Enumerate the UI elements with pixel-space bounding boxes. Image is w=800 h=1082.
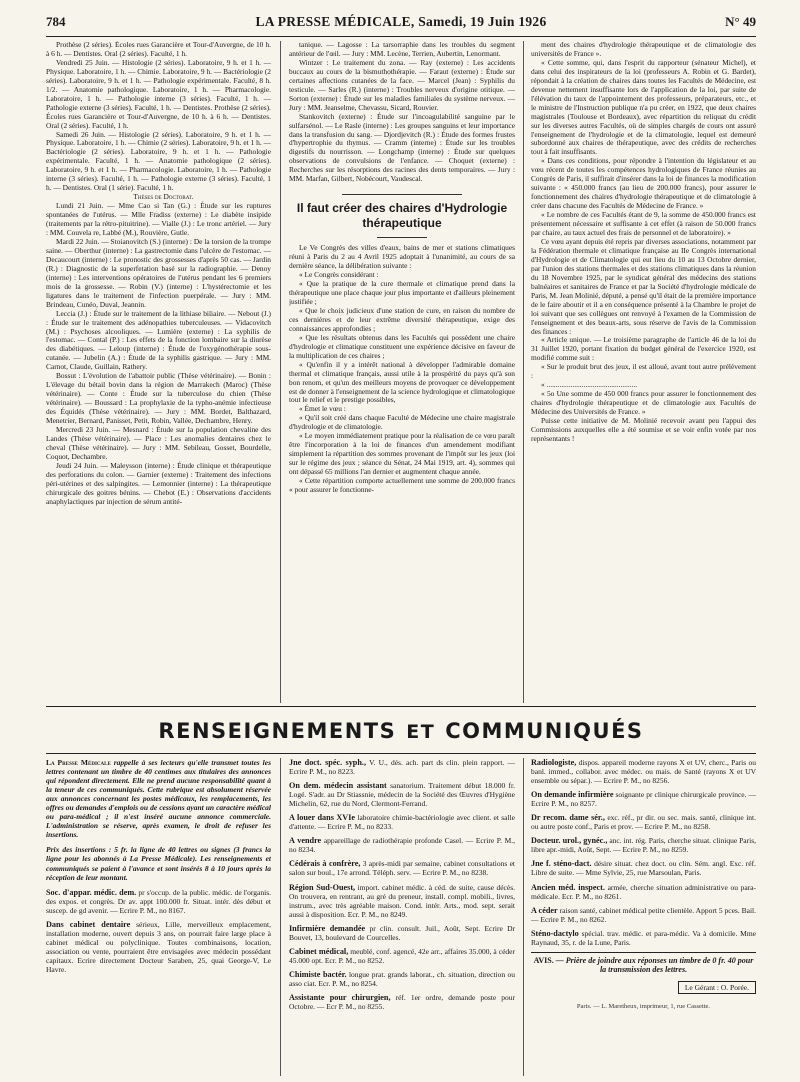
avis-notice — [531, 952, 756, 975]
ad-text: exc. réf., pr dir. ou sec. mais. santé, clinique int. ou autre poste conf., Paris et prov. — Ecrire P. M., no 8258. — [531, 813, 756, 832]
ads-notice — [46, 758, 271, 839]
classified-ad — [531, 790, 756, 808]
header-rule — [46, 36, 756, 37]
ad-keyword: Cabinet médical, — [289, 946, 349, 956]
issue-number: N° 49 — [725, 14, 756, 29]
article-paragraph: « Émet le vœu : — [299, 404, 346, 414]
ad-text: raison santé, cabinet médical petite clientèle. Apport 5 pces. Bail. — Ecrire P. M., no 8262. — [531, 905, 756, 924]
article-paragraph: Puisse cette initiative de M. Molinié recevoir avant peu l'appui des Commissions auxquelles elle a été soumise et se voir enfin votée par nos représentants ! — [531, 416, 756, 443]
column-divider — [280, 758, 281, 1076]
ad-keyword: Jne doct. spéc. syph., — [289, 758, 366, 767]
ads-list-1 — [46, 888, 271, 974]
classified-ad — [531, 836, 756, 854]
ad-keyword: Infirmière demandée — [289, 923, 366, 933]
ad-keyword: Dr recom. dame sér., — [531, 813, 605, 823]
ads-prices: Prix des insertions : 5 fr. la ligne de 40 lettres ou signes (3 francs la ligne pour les abonnés à La Presse Médicale). Les renseignements et communiqués se paient à l'avance et sont insérés 8 à 10 jours après la réception de leur montant. — [46, 845, 271, 882]
ad-text: dispos. appareil moderne rayons X et UV, cherc., Paris ou banl. immed., collabor. avec médec. ou mais. de Santé (rayons X et UV ensemble ou sépar.). — Ecrire P. M., no 8256. — [531, 758, 756, 786]
classified-ad — [289, 859, 515, 877]
gerant-line — [531, 981, 756, 994]
banner-title — [158, 719, 643, 743]
ad-text: longue prat. grands laborat., ch. situation, direction ou asso ciat. Ecr. P. M., no 8254. — [289, 969, 515, 988]
banner-word-communiques: COMMUNIQUÉS — [445, 719, 644, 743]
ads-list-3 — [531, 758, 756, 947]
classified-ad — [46, 920, 271, 974]
ad-keyword: A louer dans XVIe — [289, 813, 356, 823]
classified-ad — [531, 929, 756, 947]
article-title-rule — [377, 237, 427, 238]
classified-ad — [289, 993, 515, 1011]
ad-text: laboratoire chimie-bactériologie avec client. et salle d'attente. — Ecrire P. M., no 8233. — [289, 813, 515, 832]
thesis-paragraph: tanique. — Lagosse : La tarsorraphie dans les troubles du segment antérieur de l'œil. — Jury : MM. Lecène, Terrien, Aubertin, Lenormant. — [289, 41, 515, 58]
schedule-paragraph: Prothèse (2 séries). Écoles rues Garancière et Tour-d'Auvergne, de 10 h. à 6 h. — Dentistes. Oral (2 séries). Faculté, 1 h. — [46, 41, 271, 58]
classified-ad — [531, 883, 756, 901]
ad-keyword: Jne f. sténo-dact. — [531, 859, 592, 869]
ad-text: anc. int. rég. Paris, cherche situat. clinique Paris, libre apr.-midi, Août, Sept. — Ecrire P. M., no 8259. — [531, 836, 756, 855]
column-divider — [280, 41, 281, 703]
article-paragraph: « Cette somme, qui, dans l'esprit du rapporteur (sénateur Michel), et dans celui des inspirateurs de la loi (professeurs A. Robin et G. Bardet), répondait à la création de chaires dans toutes les Facultés de Médecine, est devenue nettement insuffisante lors de l'application de la loi, par suite de l'élévation du taux de l'appointement des professeurs, préparateurs, etc., et le ministre de l'Instruction publique n'a pu créer, en 1922, que deux chaires magistrales (Toulouse et Bordeaux), avec répartition du reliquat du crédit sur les diverses autres Facultés, où de simples chargés de cours ont assuré l'enseignement de l'hydrologie et de la climatologie, lequel est demeuré subordonné aux chaires de thérapeutique, avec des crédits de recherches tout à fait insuffisants. — [531, 57, 756, 157]
ad-text: import. cabinet médic. à céd. de suite, cause décès. On trouvera, en rentrant, au gré du preneur, install. compl. mobili., livres, instrum., avec très agréable maison. Cond. intér. Arts., mod. sept. serait aussi à disposition. Ecr. P. M., no 8249. — [289, 882, 515, 919]
ad-text: soignante pr clinique chirurgicale province. — Ecrire P. M., no 8257. — [531, 790, 756, 809]
exam-schedule-column — [46, 41, 271, 703]
section-rule — [46, 706, 756, 707]
article-paragraph: « Le moyen immédiatement pratique pour la réalisation de ce vœu paraît être l'incorporation à la loi de finances d'un amendement modifiant simplement la répartition des sommes provenant de l'impôt sur les jeux (loi sur le régime des jeux ; séance du Sénat, 24 Mai 1919, art. 4), sommes qui ont dépassé 65 millions l'an dernier et augmentent chaque année. — [289, 431, 515, 477]
ad-text: sérieux, Lille, merveilleux emplacement, installation moderne, ouvert depuis 3 ans, on pourrait faire large place à cabinet médical ou polyclinique. Toutes combinaisons, location, association ou vente, pourraient être envisagées avec médecin possédant capitaux. Ecrire directement Docteur Saraben, 25, quai George-V, Le Havre. — [46, 919, 271, 974]
article-paragraph: « Qu'enfin il y a intérêt national à développer l'admirable domaine thermal et climatique français, aussi utile à la prospérité du pays qu'à son bon renom, et qu'un des meilleurs moyens de provoquer ce développement est de donner à l'enseignement de la science hydrologique et climatologique tout le relief et le prestige possibles, — [289, 359, 515, 405]
ad-text: sanatorium. Traitement début 18.000 fr. Logé. S'adr. au Dr Stiassnie, médecin de la Société des Œuvres d'Hygiène Michelin, 62, rue du Nord, Clermont-Ferrand. — [289, 781, 515, 809]
ad-keyword: Cédérais à confrère, — [289, 859, 361, 869]
schedule-paragraph: Lundi 21 Juin. — Mme Cao si Tan (G.) : Étude sur les ruptures spontanées de l'utérus. — Mlle Fradiss (externe) : Le diabète insipide (traitements par la rétro-pituitrine). — Vialle (J.) : Le tronc artériel. — Jury : MM. Couvela re, Labbé (M.), Rouvière, Gutle. — [46, 201, 271, 238]
ad-keyword: Assistante pour chirurgien, — [289, 992, 391, 1002]
ad-text: pr clin. consult. Juil., Août, Sept. Ecrire Dr Bouvet, 13, boulevard de Courcelles. — [289, 923, 515, 942]
classified-ad — [289, 813, 515, 831]
gerant-name: Le Gérant : O. Porée. — [678, 981, 756, 994]
ad-keyword: Dans cabinet dentaire — [46, 919, 131, 929]
article-paragraph: « Que la pratique de la cure thermale et climatique prend dans la thérapeutique une place chaque jour plus importante et d'ailleurs pleinement justifiée ; — [289, 279, 515, 306]
page-number: 784 — [46, 14, 66, 29]
page-header — [46, 14, 756, 34]
ad-text: appareillage de radiothérapie profonde Casel. — Ecrire P. M., no 8234. — [289, 836, 515, 855]
article-paragraph: « Que les résultats obtenus dans les Facultés qui possèdent une chaire d'hydrologie et climatique constituent une expérience décisive en faveur de la multiplication de ces chaires ; — [289, 332, 515, 360]
schedule-paragraph: Mardi 22 Juin. — Stoianovitch (S.) (interne) : De la torsion de la trompe saine. — Oberthur (interne) : La gastrectomie dans l'ulcère de l'estomac. — Decaucourt (interne) : Le pronostic des grossesses d'après 50 cas. — Jardin (R.) : Diagnostic de la superfetation basé sur la radiographie. — Denoy (interne) : Les interventions opératoires de l'utérus pendant les 6 premiers mois de la grossesse. — Robin (V.) (interne) : L'hystérectomie et les ligatures dans le traitement de l'infection puerpérale. — Jury : MM. Brindeau, Cunéo, Duval, Jeannin. — [46, 236, 271, 309]
banner-rule — [46, 753, 756, 754]
theses-continued — [289, 41, 515, 184]
ad-text: 3 après-midi par semaine, cabinet consultations et salon sur boul., 17e arrond. Téléph. serv. — Ecrire P. M., no 8238. — [289, 859, 515, 878]
printer-imprint: Paris. — L. Maretheux, imprimeur, 1, rue Cassette. — [576, 1002, 711, 1010]
banner-word-et: ET — [406, 721, 436, 743]
ad-text: spécial. trav. médic. et para-médic. Va à domicile. Mme Raynaud, 35, r. de la Lune, Paris. — [531, 928, 756, 947]
article-title: Il faut créer des chaires d'Hydrologie thérapeutique — [296, 201, 508, 231]
article-paragraph: « Le nombre de ces Facultés étant de 9, la somme de 450.000 francs est présentement nécessaire et suffisante à cet effet (à raison de 50.000 francs par chaire, au taux actuel des frais de personnel et de laboratoire). » — [531, 210, 756, 238]
schedule-paragraph: Thèses de Doctorat. — [133, 192, 194, 202]
ad-text: meublé, conf. agencé, 42e arr., affaires 35.000, à céder 45.000 opt. Ecr. P. M., no 8252. — [289, 946, 515, 965]
article-paragraph: « Sur le produit brut des jeux, il est alloué, avant tout autre prélèvement : — [531, 362, 756, 381]
ad-keyword: Sténo-dactylo — [531, 928, 579, 938]
ad-keyword: A céder — [531, 905, 558, 915]
classified-ad — [289, 836, 515, 854]
schedule-paragraph: Leccia (J.) : Étude sur le traitement de la lithiase biliaire. — Nebout (J.) : Étude sur le traitement des adénopathies tuberculeuses. — Vidacovitch (M.) : Psychoses alcooliques. — Lumière (externe) : La syphilis de l'estomac. — Contal (P.) : Les effets de la fonction lombaire sur la diurèse des diabétiques. — Leloup (interne) : Étude de l'oxygénothérapie sous-cutanée. — Jubelin (A.) : Étude de la syphilis gastrique. — Jury : MM. Carnot, Claude, Guillain, Rathery. — [46, 308, 271, 372]
schedule-paragraph: Jeudi 24 Juin. — Maleysson (interne) : Étude clinique et thérapeutique des perforations du colon. — Garnier (externe) : Traitement des infections péri-utérines et des salpingites. — Lemonnier (interne) : La thérapeutique chirurgicale des goitres bénins. — Chebot (E.) : Observations d'accidents anaphylactiques par injection de sérum antité- — [46, 460, 271, 506]
schedule-paragraph: Bossut : L'évolution de l'abattoir public (Thèse vétérinaire). — Bonin : L'élevage du bétail bovin dans la région de Marrakech (Maroc) (Thèse vétérinaire). — Conte : Étude sur la tuberculose du chien (Thèse vétérinaire). — Boussard : La prophylaxie de la typho-anémie infectieuse des Équidés (Thèse vétérinaire). — Jury : MM. Bordet, Balthazard, Menetrier, Bernard, Panisset, Petit, Robin, Vallée, Dechambre, Henry. — [46, 371, 271, 426]
ad-text: réf. 1er ordre, demande poste pour Octobre. — Ecr P. M., no 8255. — [289, 992, 515, 1012]
ad-text: pr s'occup. de la public. médic. de l'organis. des expos. et congrès. Dr av. appt 100.000 fr. Situat. intér. dès début et suscep. de gd avenir. — Ecrire P. M., no 8167. — [46, 887, 271, 915]
schedule-paragraph: Samedi 26 Juin. — Histologie (2 séries). Laboratoire, 9 h. et 1 h. — Physique. Laboratoire, 1 h. — Chimie (2 séries). Laboratoire, 9 h. et 1 h. — Bactériologie (2 séries). Laboratoire, 9 h. et 1 h. — Pathologie expérimentale. Faculté, 1 h. — Anatomie pathologique (2 séries). Laboratoire, 9 h. et 1 h. — Pharmacologie. Laboratoire, 1 h. — Pathologie interne (3 séries). Faculté, 1 h. — Pathologie externe (3 séries). Faculté, 1 h. — Dentistes. Oral (1 série). Faculté, 1 h. — [46, 129, 271, 193]
article-body-continued — [531, 41, 756, 703]
banner-word-renseignements: RENSEIGNEMENTS — [158, 719, 397, 743]
article-paragraph: Le Ve Congrès des villes d'eaux, bains de mer et stations climatiques réuni à Paris du 2 au 4 Avril 1925 adoptait à l'unanimité, au cours de sa dernière séance, la délibération suivante : — [289, 243, 515, 271]
article-paragraph: « Cette répartition comporte actuellement une somme de 200.000 francs « pour assurer le fonctionne- — [289, 476, 515, 494]
notice-lead: La Presse Médicale — [46, 758, 111, 767]
ad-keyword: Soc. d'appar. médic. dem. — [46, 887, 137, 897]
classified-ad — [289, 883, 515, 919]
ad-text: V. U., dés. ach. part ds clin. plein rapport. — Ecrire P. M., no 8223. — [289, 758, 515, 777]
ads-column-2 — [289, 758, 515, 1076]
article-paragraph: « ................................................. — [541, 380, 638, 390]
ad-text: armée, cherche situation administrative ou para-médicale. Ecr. P. M., no 8261. — [531, 882, 756, 901]
middle-column — [289, 41, 515, 703]
avis-text: — Prière de joindre aux réponses un timbre de 0 fr. 40 pour la transmission des lettres. — [555, 955, 754, 975]
classified-ad — [289, 781, 515, 808]
classified-ad — [531, 813, 756, 831]
journal-title: LA PRESSE MÉDICALE, Samedi, 19 Juin 1926 — [255, 14, 547, 29]
ad-keyword: Région Sud-Ouest, — [289, 882, 356, 892]
ad-keyword: On demande infirmière — [531, 790, 614, 800]
section-banner — [46, 711, 756, 751]
column-divider — [523, 758, 524, 1076]
article-top-rule — [342, 194, 462, 195]
ads-column-1 — [46, 758, 271, 1076]
ad-keyword: Ancien méd. inspect. — [531, 882, 605, 892]
classified-ad — [46, 888, 271, 915]
classified-ad — [289, 924, 515, 942]
classified-ad — [289, 758, 515, 776]
article-body-start — [289, 244, 515, 495]
ad-keyword: Docteur. urol., gynéc., — [531, 836, 608, 846]
article-paragraph: « Que le choix judicieux d'une station de cure, en raison du nombre de ces dernières et de leur extrême diversité thérapeutique, exige des connaissances approfondies ; — [289, 305, 515, 333]
ad-keyword: On dem. médecin assistant — [289, 781, 387, 791]
ad-keyword: Radiologiste, — [531, 758, 577, 767]
schedule-paragraph: Vendredi 25 Juin. — Histologie (2 séries). Laboratoire, 9 h. et 1 h. — Physique. Laboratoire, 1 h. — Chimie. Laboratoire, 9 h. — Bactériologie (2 séries). Laboratoire, 9 h. et 1 h. — Pathologie expérimentale. Faculté, 8 h. 1/2. — Anatomie pathologique. Laboratoire, 1 h. — Pharmacologie. Laboratoire, 1 h. — Pathologie interne (3 séries). Faculté, 1 h. — Pathologie externe (3 séries). Faculté, 1 h. — Dentistes. Prothèse (2 séries). Écoles rues Garancière et Tour-d'Auvergne, de 10 h. à 6 h. — Dentistes. Oral (2 séries). Faculté, 1 h. — [46, 57, 271, 130]
article-paragraph: « 5o Une somme de 450 000 francs pour assurer le fonctionnement des chaires d'hydrologie thérapeutique et de climatologie aux Facultés de Médecine des Universités de France. » — [531, 389, 756, 417]
article-header — [289, 194, 515, 238]
classified-ad — [289, 970, 515, 988]
ads-column-3 — [531, 758, 756, 1076]
classified-ad — [531, 758, 756, 785]
thesis-paragraph: Wintzer : Le traitement du zona. — Ray (externe) : Les accidents buccaux au cours de la bismuthothérapie. — Faraut (externe) : Étude sur certaines affections cutanées de la face. — Marcel (Jean) : Syphilis du testicule. — Sarles (R.) (interne) : Troubles nerveux d'origine otitique. — Sorton (externe) : Étude sur les maladies familiales du système nerveux. — Jury : MM. Jeanselme, Chevassu, Sicard, Rouvier. — [289, 57, 515, 112]
classified-ad — [289, 947, 515, 965]
article-paragraph: « Dans ces conditions, pour répondre à l'intention du législateur et au vœu récent de toutes les compétences hydrologiques de France réunies au Congrès de Paris, il suffirait d'insérer dans la loi de finances la modification suivante : « 450.000 francs (au lieu de 200.000 francs), pour assurer le fonctionnement des chaires d'hydrologie thérapeutique et de climatologie à créer dans chacune des Facultés de Médecine de France. » — [531, 156, 756, 211]
article-paragraph: « Qu'il soit créé dans chaque Faculté de Médecine une chaire magistrale d'hydrologie et de climatologie. — [289, 413, 515, 432]
article-paragraph: ment des chaires d'hydrologie thérapeutique et de climatologie des universités de France ». — [531, 41, 756, 58]
ad-keyword: A vendre — [289, 836, 322, 846]
schedule-paragraph: Mercredi 23 Juin. — Mesnard : Étude sur la population chevaline des Landes (Thèse vétérinaire). — Place : Les anomalies dentaires chez le cheval (Thèse vétérinaire). — Jury : MM. Sebileau, Gosset, Bourdelle, Coquot, Dechambre. — [46, 424, 271, 461]
ad-keyword: Chimiste bactér. — [289, 969, 347, 979]
article-paragraph: « Le Congrès considérant : — [299, 270, 379, 280]
column-divider — [523, 41, 524, 703]
thesis-paragraph: Stankovitch (externe) : Étude sur l'incoagulabilité sanguine par le sulfarsénol. — Le Rasle (interne) : Les groupes sanguins et leur importance dans la transfusion du sang. — Djordjevitch (R.) : Étude des formes frustes d'hypertrophie du thymus. — Cramm (interne) : Étude sur les troubles digestifs du nourrisson. — Longchamp (interne) : Étude sur quelques observations de convulsions de l'enfance. — Choquet (externe) : Recherches sur les résorptions des racines des dents temporaires. — Jury : MM. Marfan, Gilbert, Nobécourt, Vaudescal. — [289, 111, 515, 184]
notice-text: rappelle à ses lecteurs qu'elle transmet toutes les lettres contenant un timbre de 40 centimes aux titulaires des annonces qui répondent directement. Elle ne prend aucune responsabilité quant à la teneur de ces communiqués. Cette rubrique est absolument réservée aux annonces concernant les postes médicaux, les remplacements, les offres ou demandes d'emplois ou de cessions ayant un caractère médical ou para-médical ; il n'est inséré aucune annonce commerciale. L'administration se réserve, après examen, le droit de refuser les insertions. — [46, 758, 271, 840]
classified-ad — [531, 859, 756, 877]
article-paragraph: « Article unique. — Le troisième paragraphe de l'article 46 de la loi du 31 Juillet 1920, portant fixation du budget général de l'exercice 1920, est modifié comme suit : — [531, 335, 756, 363]
article-paragraph: Ce vœu ayant depuis été repris par diverses associations, notamment par la Fédération thermale et climatique française au IIe Congrès international d'Hydrologie et de Climatologie qui eut lieu du 10 au 13 Octobre dernier, par l'union des stations thermales et des stations climatiques dans la réunion du 18 Novembre 1925, par le syndicat général des médecins des stations balnéaires et sanitaires de France et par la Société d'hydrologie médicale de Paris, M. Jean Molinié, député, a pensé qu'il était de la première importance de le faire aboutir et il a en conséquence présenté à la Chambre le projet de loi suivant que ses collègues ont renvoyé à l'examen de la Commission de l'enseignement et des beaux-arts, sous réserve de l'avis de la Commission des finances : — [531, 236, 756, 336]
avis-lead: AVIS. — [533, 955, 554, 965]
classified-ad — [531, 906, 756, 924]
ad-text: désire situat. chez doct. ou clin. Sém. angl. Exc. réf. Libre de suite. — Mme Sylvie, 25, rue Marsoulan, Paris. — [531, 859, 756, 878]
